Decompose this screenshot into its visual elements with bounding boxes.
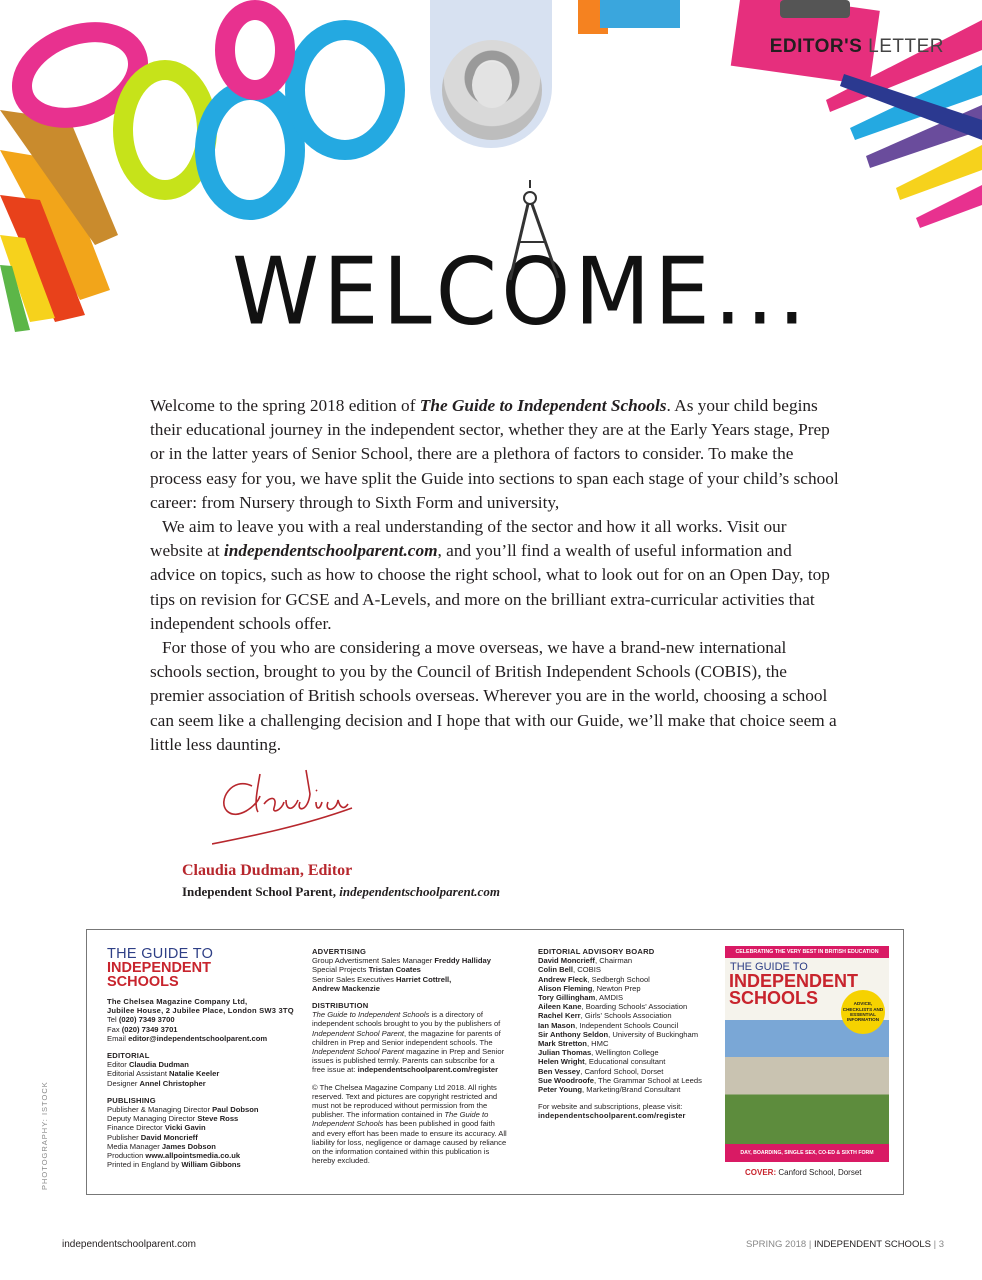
publication-site-link[interactable]: independentschoolparent.com — [339, 884, 500, 899]
copyright-text: © The Chelsea Magazine Company Ltd 2018. All rights reserved. Text and pictures are copyright restricted and must not be reproduced without permission from the publisher. The information contained in The Guide to Independent Schools has been published in good faith and every effort has been made to ensure its accuracy. All liability for loss, negligence or damage caused by reliance on the information contained within this publication is hereby excluded. — [312, 1082, 507, 1166]
p1-text-a: Welcome to the spring 2018 edition of — [150, 396, 420, 415]
pencils-left-image — [0, 110, 118, 332]
fax-line: Fax (020) 7349 3701 — [107, 1024, 178, 1034]
logo-line-1: THE GUIDE TO — [107, 946, 214, 962]
masthead-column-1 — [107, 947, 297, 1169]
board-member: Ian Mason, Independent Schools Council — [538, 1020, 679, 1030]
board-member: Mark Stretton, HMC — [538, 1039, 609, 1049]
tel-line: Tel (020) 7349 3700 — [107, 1015, 175, 1025]
publishing-row: Finance Director Vicki Gavin — [107, 1123, 206, 1133]
distribution-text: The Guide to Independent Schools is a directory of independent schools brought to you by the publishers of Independent School Parent, the magazine for parents of children in Prep and Senior independent schools. The Independent School Parent magazine in Prep and Senior issues is published termly. Parents can subscribe for a free issue at: independentschoolparent.com/register — [312, 1010, 505, 1075]
company-address: Jubilee House, 2 Jubilee Place, London SW3 3TQ — [107, 1006, 294, 1016]
publishing-row: Publisher David Moncrieff — [107, 1132, 198, 1142]
letter-paragraph-2 — [150, 515, 840, 636]
production-link[interactable]: www.allpointsmedia.co.uk — [145, 1151, 241, 1161]
signature-image — [212, 766, 372, 856]
cover-title-small: THE GUIDE TO — [730, 961, 808, 973]
logo-line-3: SCHOOLS — [107, 974, 179, 990]
cover-caption: COVER: Canford School, Dorset — [745, 1168, 862, 1177]
board-member: Julian Thomas, Wellington College — [538, 1048, 659, 1058]
board-member: Tory Gillingham, AMDIS — [538, 993, 624, 1003]
footer-website-link[interactable]: independentschoolparent.com — [62, 1239, 196, 1250]
advertising-row: Senior Sales Executives Harriet Cottrell, — [312, 974, 452, 984]
subscriptions-link[interactable]: independentschoolparent.com/register — [538, 1111, 686, 1121]
editorial-row: Editorial Assistant Natalie Keeler — [107, 1069, 220, 1079]
distribution-heading: DISTRIBUTION — [312, 1001, 369, 1011]
tel-number: (020) 7349 3700 — [118, 1015, 175, 1025]
board-member: Rachel Kerr, Girls' Schools Association — [538, 1011, 672, 1021]
board-member: Andrew Fleck, Sedbergh School — [538, 974, 650, 984]
email-link[interactable]: editor@independentschoolparent.com — [128, 1033, 268, 1043]
board-member: Helen Wright, Educational consultant — [538, 1057, 666, 1067]
company-name: The Chelsea Magazine Company Ltd, — [107, 997, 248, 1006]
cover-footer-band: DAY, BOARDING, SINGLE SEX, CO-ED & SIXTH FORM — [725, 1144, 889, 1162]
advertising-row: Group Advertisment Sales Manager Freddy Halliday — [312, 956, 491, 966]
guide-title: The Guide to Independent Schools — [419, 396, 667, 415]
cover-thumbnail — [725, 946, 889, 1162]
advertising-heading: ADVERTISING — [312, 947, 367, 956]
board-member: Sir Anthony Seldon, University of Buckingham — [538, 1029, 699, 1039]
board-member: Alison Fleming, Newton Prep — [538, 983, 641, 993]
section-label — [770, 36, 944, 58]
letter-paragraph-3: For those of you who are considering a move overseas, we have a brand-new international schools section, brought to you by the Council of British Independent Schools (COBIS), the premier association of British schools overseas. Wherever you are in the world, choosing a school can seem like a challenging decision and I hope that with our Guide, we’ll make that choice seem a little less daunting. — [150, 638, 837, 754]
editor-name: Claudia Dudman, Editor — [182, 862, 353, 879]
cover-photo — [725, 1020, 889, 1144]
editorial-row: Designer Annel Christopher — [107, 1078, 206, 1088]
letter-paragraph-1 — [150, 394, 840, 515]
logo-line-2: INDEPENDENT — [107, 960, 211, 976]
publishing-heading: PUBLISHING — [107, 1095, 156, 1105]
editorial-heading: EDITORIAL — [107, 1051, 150, 1061]
website-link[interactable]: independentschoolparent.com — [223, 541, 438, 561]
marker-image — [578, 0, 680, 34]
publishing-row: Printed in England by William Gibbons — [107, 1160, 241, 1170]
board-member: Colin Bell, COBIS — [538, 965, 601, 975]
board-member: Sue Woodroofe, The Grammar School at Leeds — [538, 1075, 702, 1085]
email-line: Email editor@independentschoolparent.com — [107, 1033, 268, 1043]
subscriptions-text: For website and subscriptions, please visit: — [538, 1102, 683, 1112]
page-number: 3 — [938, 1239, 944, 1250]
editorial-row: Editor Claudia Dudman — [107, 1060, 189, 1070]
editor-portrait-photo — [442, 40, 542, 140]
advertising-row: Andrew Mackenzie — [312, 983, 380, 993]
board-member: David Moncrieff, Chairman — [538, 956, 633, 966]
masthead-column-2 — [312, 947, 508, 1165]
masthead-column-3 — [538, 947, 718, 1121]
board-member: Ben Vessey, Canford School, Dorset — [538, 1066, 664, 1076]
section-label-bold: EDITOR'S — [769, 36, 863, 57]
p2-text-b: , and you’ll find a wealth of useful information and advice on topics, such as how to choose the right school, what to look out for on an Open Day, top tips on revision for GCSE and A-Levels, and more on the brilliant extra-curricular activities that independent schools offer. — [150, 541, 830, 633]
advertising-row: Special Projects Tristan Coates — [312, 965, 421, 975]
publication-name: Independent School Parent, — [182, 884, 340, 899]
cover-band: CELEBRATING THE VERY BEST IN BRITISH EDUCATION — [725, 946, 889, 958]
editor-publication — [182, 884, 500, 900]
section-label-thin: LETTER — [868, 36, 944, 57]
p1-text-b: . As your child begins their educational journey in the independent sector, whether they are at the Early Years stage, Prep or in the latter years of Senior School, there are a plethora of factors to consider. To make the process easy for you, we have split the Guide into sections to span each stage of your child’s school career: from Nursery through to Sixth Form and university, — [150, 396, 839, 512]
fax-number: (020) 7349 3701 — [121, 1024, 178, 1034]
cover-badge: ADVICE, CHECKLISTS AND ESSENTIAL INFORMATION — [841, 990, 885, 1034]
photo-credit: PHOTOGRAPHY: ISTOCK — [40, 1081, 49, 1190]
advisory-board-heading: EDITORIAL ADVISORY BOARD — [538, 947, 655, 956]
letter-body — [150, 394, 840, 757]
publishing-row: Production www.allpointsmedia.co.uk — [107, 1151, 241, 1161]
publishing-row: Publisher & Managing Director Paul Dobson — [107, 1105, 259, 1115]
compass-icon — [500, 180, 570, 330]
footer-folio: SPRING 2018 | INDEPENDENT SCHOOLS | 3 — [745, 1239, 944, 1250]
board-member: Aileen Kane, Boarding Schools' Association — [538, 1002, 688, 1012]
board-member: Peter Young, Marketing/Brand Consultant — [538, 1085, 681, 1095]
publishing-row: Deputy Managing Director Steve Ross — [107, 1114, 239, 1124]
publishing-row: Media Manager James Dobson — [107, 1141, 216, 1151]
cover-title-large: INDEPENDENT SCHOOLS — [729, 971, 859, 1008]
p2-text-a: We aim to leave you with a real understanding of the sector and how it all works. Visit our website at — [150, 517, 787, 561]
headline: WELCOME... — [232, 237, 810, 346]
register-link[interactable]: independentschoolparent.com/register — [357, 1065, 499, 1075]
